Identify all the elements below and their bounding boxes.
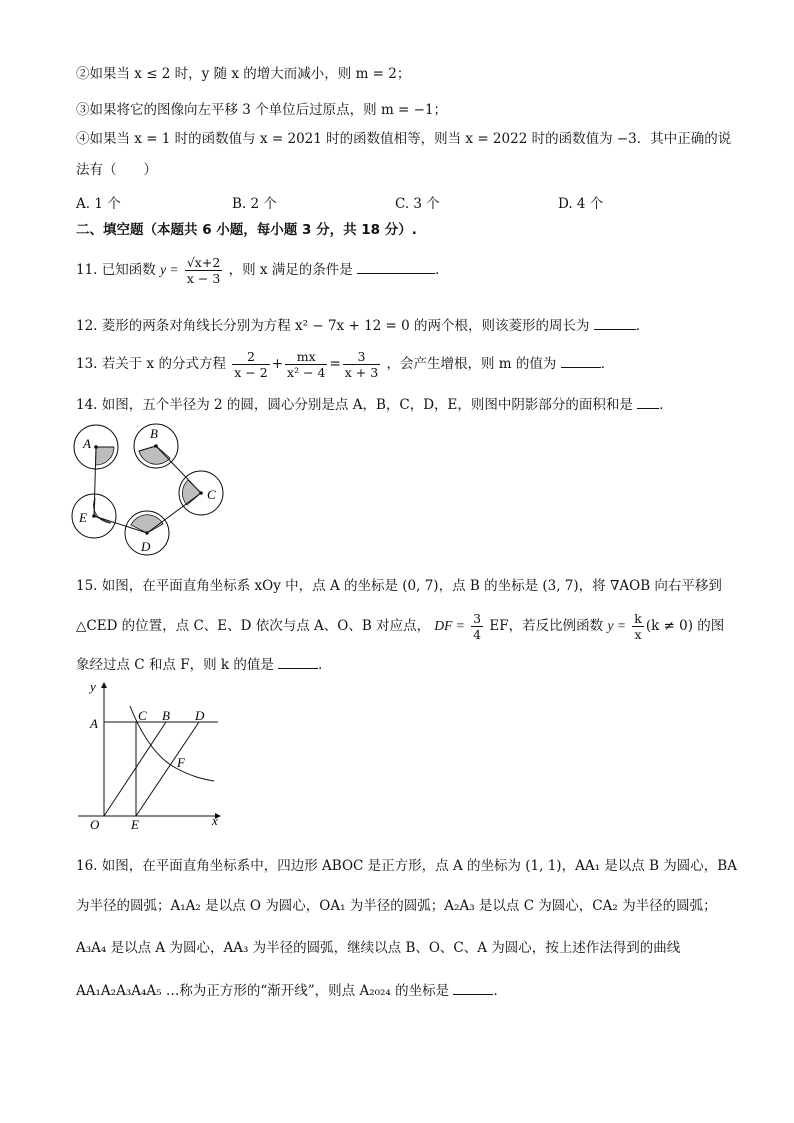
label-C: C — [207, 487, 216, 502]
q15-frac-den: 4 — [473, 627, 482, 642]
q13-f3-num: 3 — [343, 349, 380, 365]
q15-frac-num: 3 — [473, 611, 482, 626]
q13-answer-blank[interactable] — [561, 353, 601, 368]
fig-label-O: O — [90, 817, 100, 832]
q15-frac-x: x — [634, 627, 642, 642]
fig-label-x: x — [212, 813, 218, 828]
q13-fraction-2 — [285, 349, 327, 380]
segment-OB — [104, 722, 166, 816]
q15-answer-blank[interactable] — [278, 654, 318, 669]
question-16-line2: 为半径的圆弧；A₁A₂ 是以点 O 为圆心，OA₁ 为半径的圆弧；A₂A₃ 是以点 C 为圆心，CA₂ 为半径的圆弧； — [76, 898, 717, 914]
question-15-line2 — [76, 608, 724, 644]
q14-answer-blank[interactable] — [637, 394, 659, 409]
q15-line2-tail: (k ≠ 0) 的图 — [645, 618, 725, 634]
label-A: A — [83, 436, 91, 451]
q15-ef: EF，若反比例函数 — [489, 618, 604, 634]
q11-numerator: √x+2 — [186, 255, 221, 270]
option-a[interactable]: A. 1 个 — [76, 196, 121, 212]
q14-circles-figure — [66, 420, 226, 560]
q15-frac-k: k — [634, 611, 642, 626]
question-16-line3: A₃A₄ 是以点 A 为圆心，AA₃ 为半径的圆弧，继续以点 B、O、C、A 为圆心，按上述作法得到的曲线 — [76, 940, 681, 956]
fig-label-F: F — [177, 755, 185, 770]
q16-answer-blank[interactable] — [453, 980, 493, 995]
fig-label-B: B — [162, 708, 170, 723]
label-B: B — [150, 426, 158, 441]
q13-suffix: ，会产生增根，则 m 的值为 — [386, 356, 557, 372]
q13-f1-num: 2 — [232, 349, 269, 365]
q15-df: DF = — [434, 618, 465, 633]
q12-answer-blank[interactable] — [594, 315, 636, 330]
q16-line4-text: AA₁A₂A₃A₄A₅ …称为正方形的“渐开线”，则点 A₂₀₂₄ 的坐标是 — [76, 983, 450, 999]
section-2-heading: 二、填空题（本题共 6 小题，每小题 3 分，共 18 分）. — [76, 222, 417, 238]
fig-label-y: y — [90, 679, 96, 694]
q13-prefix: 13. 若关于 x 的分式方程 — [76, 356, 226, 372]
question-16-line4: AA₁A₂A₃A₄A₅ …称为正方形的“渐开线”，则点 A₂₀₂₄ 的坐标是 ． — [76, 980, 507, 1001]
fig-label-A: A — [90, 716, 98, 731]
q11-fraction — [185, 255, 222, 286]
question-16-line1: 16. 如图，在平面直角坐标系中，四边形 ABOC 是正方形，点 A 的坐标为 (1, 1)，AA₁ 是以点 B 为圆心，BA — [76, 858, 737, 874]
q15-fraction-k-x — [632, 611, 644, 642]
option-c[interactable]: C. 3 个 — [395, 196, 440, 212]
q14-text: 14. 如图，五个半径为 2 的圆，圆心分别是点 A，B，C，D，E，则图中阴影部分的面积和是 — [76, 397, 633, 413]
q15-coordinate-figure — [78, 675, 238, 835]
q12-text: 12. 菱形的两条对角线长分别为方程 x² − 7x + 12 = 0 的两个根，则该菱形的周长为 — [76, 318, 590, 334]
shade-E — [94, 498, 111, 523]
q11-suffix: ，则 x 满足的条件是 — [228, 262, 353, 278]
fig-label-D: D — [195, 708, 205, 723]
question-13: 13. 若关于 x 的分式方程 $\frac{2}{x - 2}$ + $\frac{mx}{\text{x² − 4}}$ = $\frac{3}{x + 3}$ ，会产生增根，则 m 的值为 ． — [76, 349, 615, 380]
statement-2: ②如果当 x ≤ 2 时，y 随 x 的增大而减小，则 m = 2； — [76, 66, 411, 82]
question-12: 12. 菱形的两条对角线长分别为方程 x² − 7x + 12 = 0 的两个根，则该菱形的周长为 ． — [76, 315, 649, 336]
q11-answer-blank[interactable] — [357, 259, 435, 274]
q11-denominator: x − 3 — [186, 271, 221, 286]
question-11: 11. 已知函数 y = $\frac{√x+2}{x - 3}$ ，则 x 满足的条件是 ． — [76, 255, 449, 286]
fig-label-C: C — [138, 708, 147, 723]
q13-f1-den: x − 2 — [234, 365, 268, 380]
q15-fraction-3-4 — [471, 611, 483, 642]
q13-f2-den: x² − 4 — [287, 365, 326, 380]
segment-ED — [136, 722, 199, 816]
q11-y-eq: y = — [160, 262, 179, 277]
fig-label-E: E — [131, 817, 139, 832]
q13-f2-num: mx — [285, 349, 327, 365]
q13-f3-den: x + 3 — [344, 365, 379, 380]
q11-prefix: 11. 已知函数 — [76, 262, 156, 278]
q13-fraction-3 — [343, 349, 380, 380]
question-14: 14. 如图，五个半径为 2 的圆，圆心分别是点 A，B，C，D，E，则图中阴影部分的面积和是 ． — [76, 394, 673, 415]
statement-4-line2: 法有（ ） — [76, 162, 157, 178]
label-D: D — [141, 539, 151, 554]
shade-D — [131, 515, 163, 533]
label-E: E — [79, 510, 87, 525]
question-15-line3: 象经过点 C 和点 F，则 k 的值是 ． — [76, 654, 332, 675]
q13-fraction-1 — [232, 349, 269, 380]
q15-line3-text: 象经过点 C 和点 F，则 k 的值是 — [76, 657, 274, 673]
statement-4-line1: ④如果当 x = 1 时的函数值与 x = 2021 时的函数值相等，则当 x = 2022 时的函数值为 −3．其中正确的说 — [76, 131, 732, 147]
question-15-line1: 15. 如图，在平面直角坐标系 xOy 中，点 A 的坐标是 (0, 7)，点 B 的坐标是 (3, 7)，将 ∇AOB 向右平移到 — [76, 578, 722, 594]
q15-line2-prefix: △CED 的位置，点 C、E、D 依次与点 A、O、B 对应点， — [76, 618, 431, 634]
option-b[interactable]: B. 2 个 — [232, 196, 277, 212]
q15-y-eq: y = — [607, 618, 626, 633]
statement-3: ③如果将它的图像向左平移 3 个单位后过原点，则 m = −1； — [76, 102, 448, 118]
option-d[interactable]: D. 4 个 — [558, 196, 604, 212]
